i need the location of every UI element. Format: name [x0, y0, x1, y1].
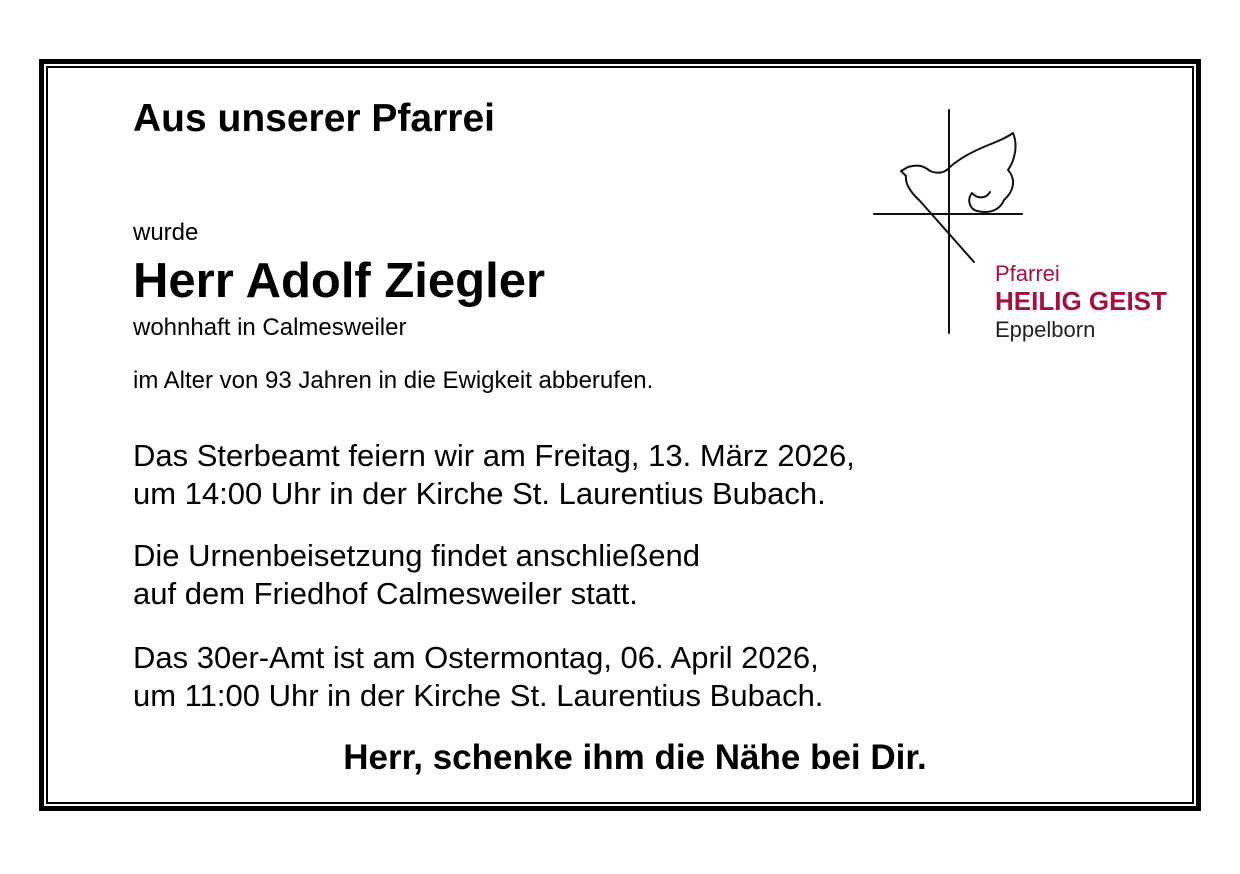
burial-line-1: Die Urnenbeisetzung findet anschließend [133, 538, 700, 573]
pre-name-text: wurde [133, 219, 199, 246]
closing-blessing: Herr, schenke ihm die Nähe bei Dir. [343, 738, 927, 777]
burial-paragraph [133, 537, 700, 613]
burial-line-2: auf dem Friedhof Calmesweiler statt. [133, 576, 638, 611]
notice-heading: Aus unserer Pfarrei [133, 97, 495, 140]
requiem-line-2: um 14:00 Uhr in der Kirche St. Laurentius Bubach. [133, 476, 826, 511]
residence-text: wohnhaft in Calmesweiler [133, 314, 407, 341]
logo-line-pfarrei: Pfarrei [995, 261, 1060, 286]
logo-line-eppelborn: Eppelborn [995, 317, 1096, 342]
logo-line-heilig-geist: HEILIG GEIST [995, 286, 1167, 316]
requiem-paragraph [133, 437, 855, 513]
deceased-name: Herr Adolf Ziegler [133, 254, 546, 308]
requiem-line-1: Das Sterbeamt feiern wir am Freitag, 13. März 2026, [133, 438, 855, 473]
age-text: im Alter von 93 Jahren in die Ewigkeit abberufen. [133, 367, 654, 394]
thirtieth-paragraph [133, 639, 823, 715]
thirtieth-line-1: Das 30er-Amt ist am Ostermontag, 06. April 2026, [133, 640, 819, 675]
thirtieth-line-2: um 11:00 Uhr in der Kirche St. Laurentius Bubach. [133, 678, 824, 713]
parish-logo [872, 108, 1182, 340]
